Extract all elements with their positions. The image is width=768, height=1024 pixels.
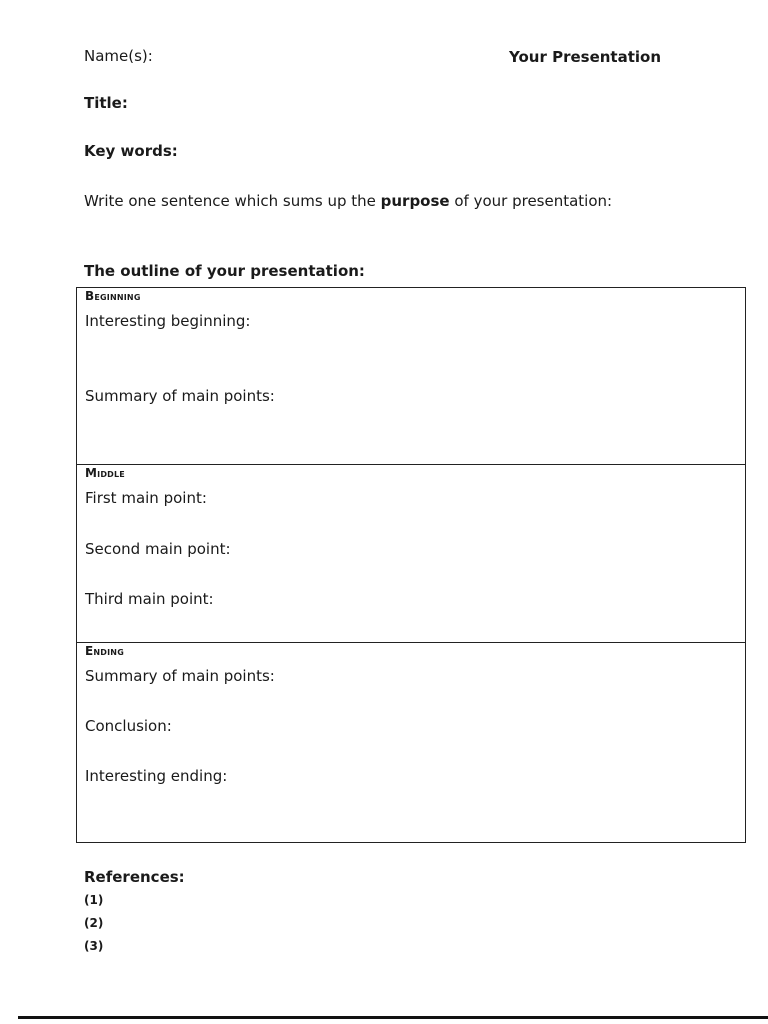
keywords-label: Key words: xyxy=(84,142,178,160)
summary-main-points-label: Summary of main points: xyxy=(85,387,275,405)
section-heading-middle: Middle xyxy=(85,466,125,480)
purpose-prompt-start: Write one sentence which sums up the xyxy=(84,192,381,210)
document-title: Your Presentation xyxy=(509,48,662,66)
purpose-prompt xyxy=(84,192,612,210)
reference-item: (3) xyxy=(84,939,104,953)
outline-table xyxy=(76,287,746,843)
title-label: Title: xyxy=(84,94,128,112)
outline-section-beginning xyxy=(77,288,745,465)
outline-section-middle xyxy=(77,465,745,643)
interesting-ending-label: Interesting ending: xyxy=(85,767,228,785)
ending-summary-label: Summary of main points: xyxy=(85,667,275,685)
conclusion-label: Conclusion: xyxy=(85,717,172,735)
section-heading-beginning: Beginning xyxy=(85,289,141,303)
first-main-point-label: First main point: xyxy=(85,489,207,507)
second-main-point-label: Second main point: xyxy=(85,540,231,558)
references-heading: References: xyxy=(84,868,185,886)
outline-section-ending xyxy=(77,643,745,842)
third-main-point-label: Third main point: xyxy=(85,590,214,608)
outline-heading: The outline of your presentation: xyxy=(84,262,365,280)
bottom-rule xyxy=(18,1016,768,1019)
reference-item: (2) xyxy=(84,916,104,930)
purpose-prompt-bold: purpose xyxy=(380,192,450,210)
names-label: Name(s): xyxy=(84,47,153,65)
reference-item: (1) xyxy=(84,893,104,907)
purpose-prompt-end: of your presentation: xyxy=(449,192,613,210)
section-heading-ending: Ending xyxy=(85,644,124,658)
interesting-beginning-label: Interesting beginning: xyxy=(85,312,251,330)
